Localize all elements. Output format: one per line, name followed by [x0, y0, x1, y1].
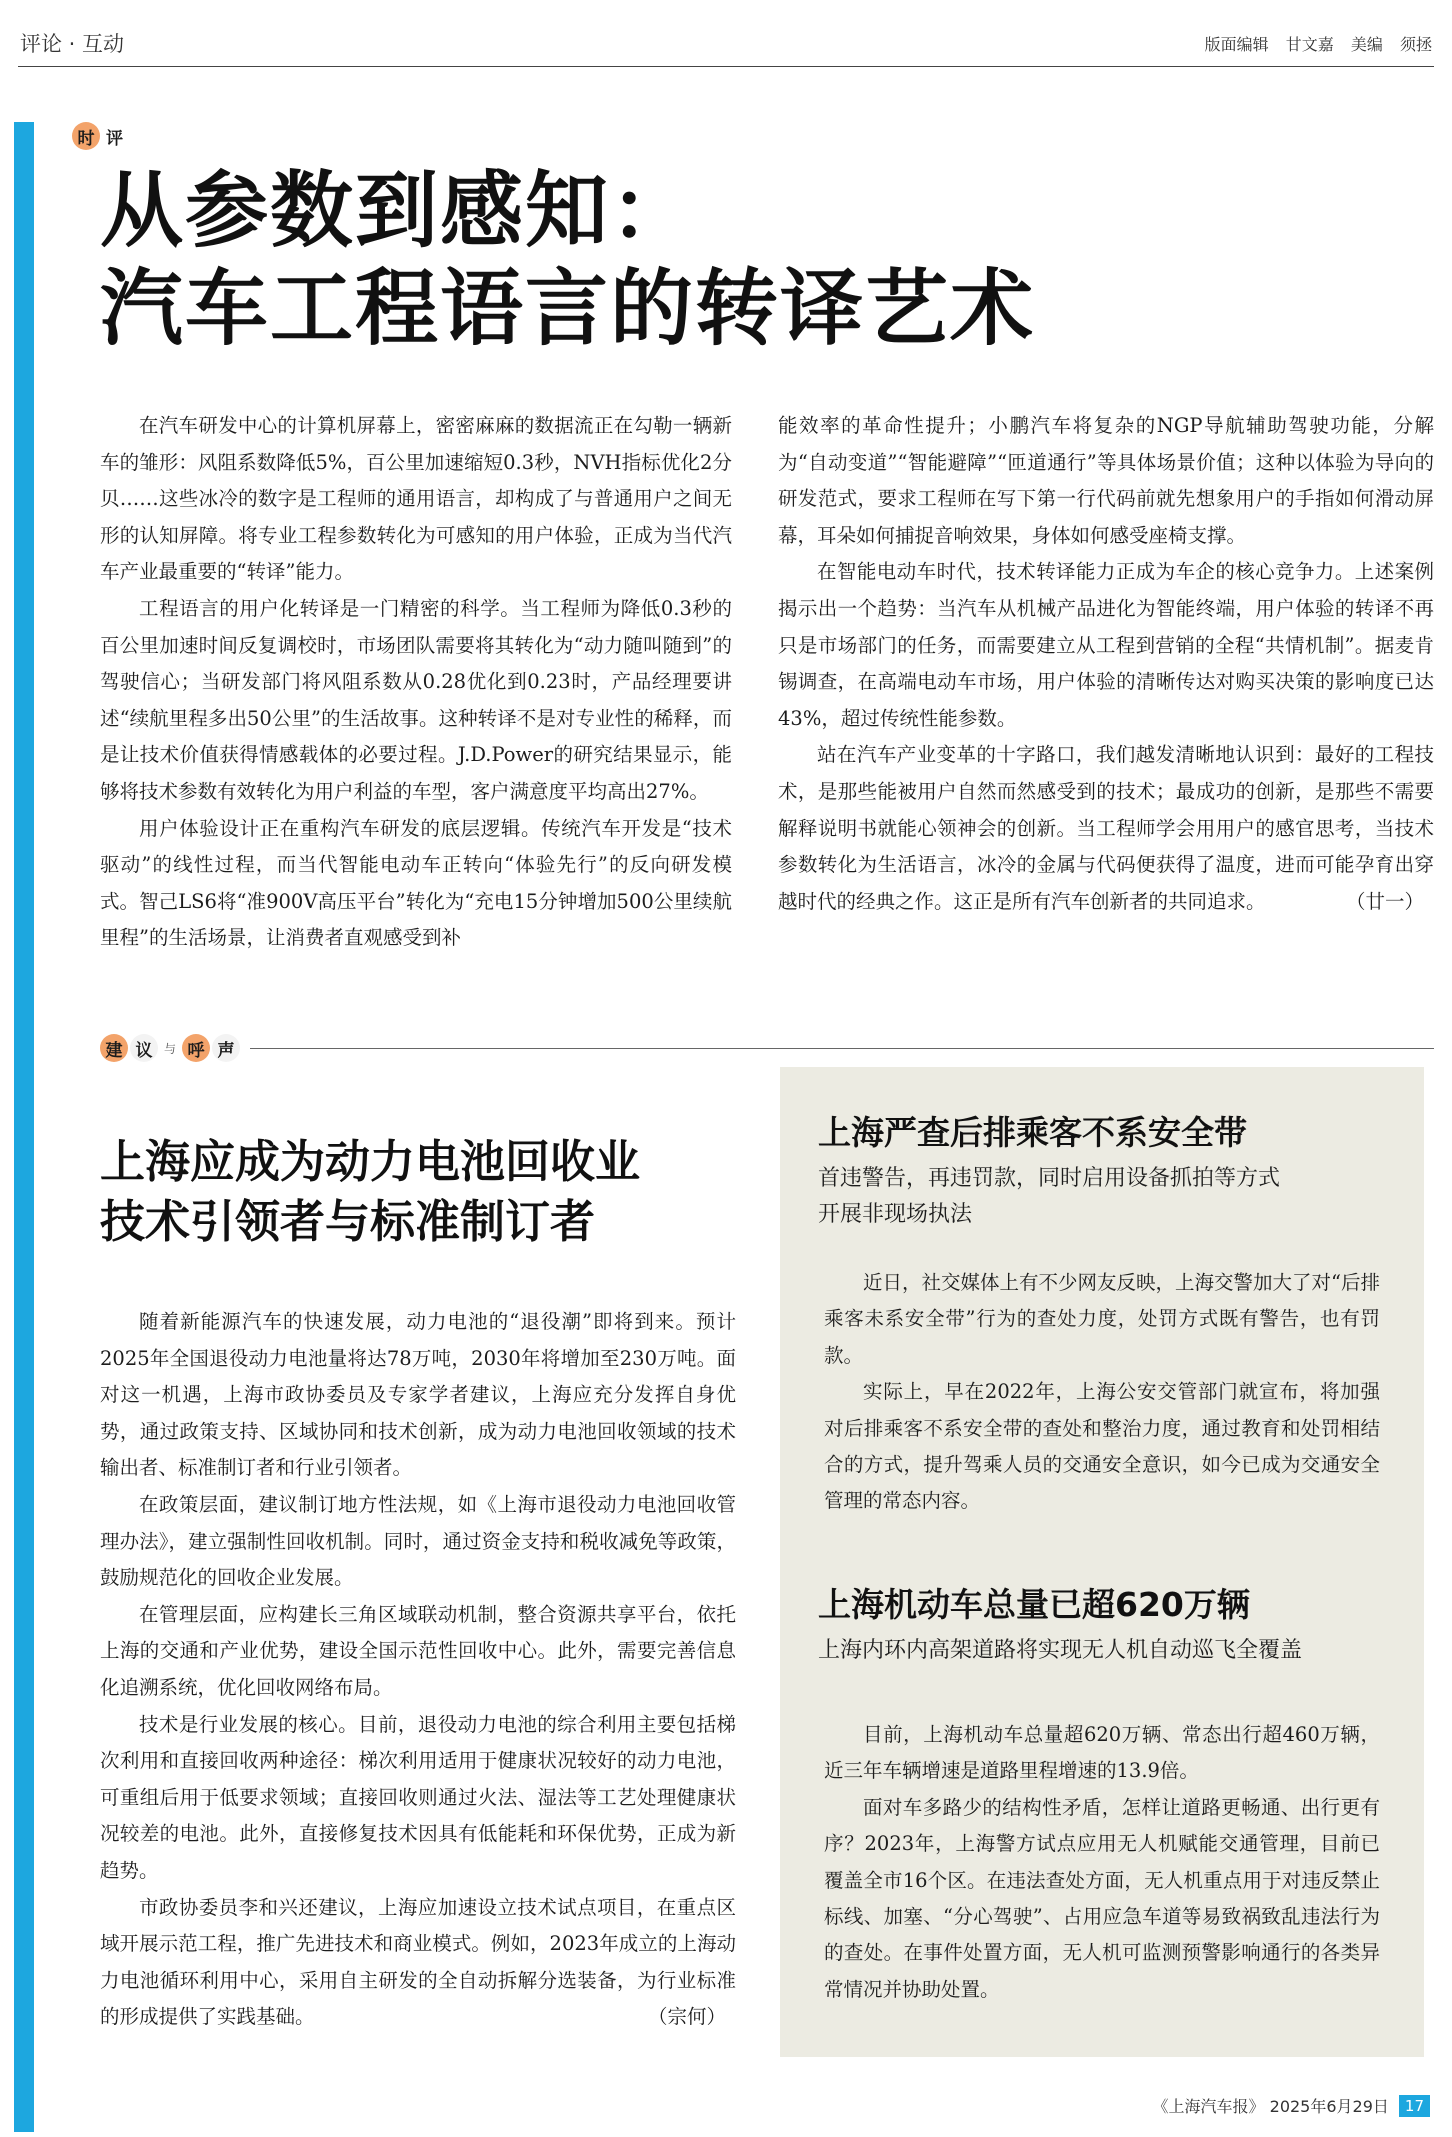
- column-tag: [72, 122, 123, 150]
- paragraph: 近日，社交媒体上有不少网友反映，上海交警加大了对“后排乘客未系安全带”行为的查处力度，处罚方式既有警告，也有罚款。: [824, 1271, 1380, 1367]
- paragraph-text: 市政协委员李和兴还建议，上海应加速设立技术试点项目，在重点区域开展示范工程，推广先进技术和商业模式。例如，2023年成立的上海动力电池循环利用中心，采用自主研发的全自动拆解分选装备，为行业标准的形成提供了实践基础。: [100, 1895, 736, 2029]
- tag-char: 呼: [182, 1034, 210, 1062]
- paragraph: 用户体验设计正在重构汽车研发的底层逻辑。传统汽车开发是“技术驱动”的线性过程，而当代智能电动车正转向“体验先行”的反向研发模式。智己LS6将“准900V高压平台”转化为“充电15分钟增加500公里续航里程”的生活场景，让消费者直观感受到补: [100, 816, 732, 950]
- paragraph: 工程语言的用户化转译是一门精密的科学。当工程师为降低0.3秒的百公里加速时间反复调校时，市场团队需要将其转化为“动力随叫随到”的驾驶信心；当研发部门将风阻系数从0.28优化到0.23时，产品经理要讲述“续航里程多出50公里”的生活故事。这种转译不是对专业性的稀释，而是让技术价值获得情感载体的必要过程。J.D.Power的研究结果显示，能够将技术参数有效转化为用户利益的车型，客户满意度平均高出27%。: [100, 596, 732, 803]
- brief-subtitle: 上海内环内高架道路将实现无人机自动巡飞全覆盖: [818, 1638, 1303, 1663]
- section-tag: [100, 1034, 240, 1062]
- paragraph-text: 站在汽车产业变革的十字路口，我们越发清晰地认识到：最好的工程技术，是那些能被用户自然而然感受到的技术；最成功的创新，是那些不需要解释说明书就能心领神会的创新。当工程师学会用用户的感官思考，当技术参数转化为生活语言，冰冷的金属与代码便获得了温度，进而可能孕育出穿越时代的经典之作。这正是所有汽车创新者的共同追求。: [778, 743, 1434, 913]
- tag-char: 建: [100, 1034, 128, 1062]
- tag-char: 议: [130, 1034, 158, 1062]
- brief-body: [824, 1717, 1380, 2008]
- tag-char: 评: [106, 128, 123, 149]
- brief-title: 上海严查后排乘客不系安全带: [818, 1113, 1247, 1152]
- author-signature: （宗何）: [647, 2005, 726, 2029]
- page-number: 17: [1399, 2095, 1430, 2117]
- art-editor-name: 须拯: [1399, 35, 1432, 54]
- paragraph: 在政策层面，建议制订地方性法规，如《上海市退役动力电池回收管理办法》，建立强制性回收机制。同时，通过资金支持和税收减免等政策，鼓励规范化的回收企业发展。: [100, 1492, 736, 1590]
- paragraph: 技术是行业发展的核心。目前，退役动力电池的综合利用主要包括梯次利用和直接回收两种途径：梯次利用适用于健康状况较好的动力电池，可重组后用于低要求领域；直接回收则通过火法、湿法等工艺处理健康状况较差的电池。此外，直接修复技术因具有低能耗和环保优势，正成为新趋势。: [100, 1712, 736, 1882]
- brief-subtitle: [818, 1161, 1398, 1233]
- paragraph: 在汽车研发中心的计算机屏幕上，密密麻麻的数据流正在勾勒一辆新车的雏形：风阻系数降低5%，百公里加速缩短0.3秒，NVH指标优化2分贝……这些冰冷的数字是工程师的通用语言，却构成了与普通用户之间无形的认知屏障。将专业工程参数转化为可感知的用户体验，正成为当代汽车产业最重要的“转译”能力。: [100, 414, 732, 584]
- header-divider: [18, 66, 1434, 67]
- paragraph: 目前，上海机动车总量超620万辆、常态出行超460万辆，近三年车辆增速是道路里程增速的13.9倍。: [824, 1723, 1380, 1783]
- title-line: 汽车工程语言的转译艺术: [100, 260, 1035, 357]
- paragraph: [100, 1890, 736, 2036]
- tag-connector: 与: [164, 1041, 177, 1056]
- art-editor-label: 美编: [1350, 35, 1383, 54]
- paragraph: 在管理层面，应构建长三角区域联动机制，整合资源共享平台，依托上海的交通和产业优势，建设全国示范性回收中心。此外，需要完善信息化追溯系统，优化回收网络布局。: [100, 1602, 736, 1699]
- subtitle-line: 开展非现场执法: [818, 1202, 973, 1227]
- editor-label: 版面编辑: [1204, 35, 1269, 54]
- article-title: [100, 1132, 740, 1252]
- tag-char: 声: [212, 1034, 240, 1062]
- article-column-1: [100, 408, 732, 957]
- article-title: [100, 162, 1400, 358]
- section-divider: [250, 1048, 1434, 1049]
- news-brief-box: [780, 1067, 1424, 2057]
- author-signature: （廿一）: [1345, 889, 1424, 913]
- editor-credits: [1193, 32, 1432, 55]
- section-label: 评论 · 互动: [20, 32, 125, 56]
- paragraph: 能效率的革命性提升；小鹏汽车将复杂的NGP导航辅助驾驶功能，分解为“自动变道”“智能避障”“匝道通行”等具体场景价值；这种以体验为导向的研发范式，要求工程师在写下第一行代码前就先想象用户的手指如何滑动屏幕，耳朵如何捕捉音响效果，身体如何感受座椅支撑。: [778, 414, 1434, 547]
- page-footer: [1153, 2094, 1430, 2117]
- paragraph: 随着新能源汽车的快速发展，动力电池的“退役潮”即将到来。预计2025年全国退役动力电池量将达78万吨，2030年将增加至230万吨。面对这一机遇，上海市政协委员及专家学者建议，上海应充分发挥自身优势，通过政策支持、区域协同和技术创新，成为动力电池回收领域的技术输出者、标准制订者和行业引领者。: [100, 1310, 736, 1480]
- paragraph: 实际上，早在2022年，上海公安交管部门就宣布，将加强对后排乘客不系安全带的查处和整治力度，通过教育和处罚相结合的方式，提升驾乘人员的交通安全意识，如今已成为交通安全管理的常态内容。: [824, 1380, 1380, 1513]
- title-line: 上海应成为动力电池回收业: [100, 1135, 641, 1188]
- title-line: 技术引领者与标准制订者: [100, 1195, 596, 1248]
- paragraph: 在智能电动车时代，技术转译能力正成为车企的核心竞争力。上述案例揭示出一个趋势：当汽车从机械产品进化为智能终端，用户体验的转译不再只是市场部门的任务，而需要建立从工程到营销的全程“共情机制”。据麦肯锡调查，在高端电动车市场，用户体验的清晰传达对购买决策的影响度已达43%，超过传统性能参数。: [778, 560, 1434, 730]
- accent-bar: [14, 122, 34, 2132]
- paragraph: [778, 737, 1434, 920]
- article-body: [100, 1304, 736, 2036]
- newspaper-date: 《上海汽车报》 2025年6月29日: [1152, 2097, 1389, 2116]
- brief-body: [824, 1265, 1380, 1520]
- paragraph: 面对车多路少的结构性矛盾，怎样让道路更畅通、出行更有序？2023年，上海警方试点应用无人机赋能交通管理，目前已覆盖全市16个区。在违法查处方面，无人机重点用于对违反禁止标线、加塞、“分心驾驶”、占用应急车道等易致祸致乱违法行为的查处。在事件处置方面，无人机可监测预警影响通行的各类异常情况并协助处置。: [824, 1795, 1380, 2001]
- editor-name: 甘文嘉: [1285, 35, 1334, 54]
- title-line: 从参数到感知：: [100, 162, 695, 259]
- subtitle-line: 首违警告，再违罚款，同时启用设备抓拍等方式: [818, 1166, 1281, 1191]
- article-column-2: [778, 408, 1434, 920]
- brief-title: 上海机动车总量已超620万辆: [818, 1585, 1250, 1624]
- tag-char: 时: [72, 122, 100, 150]
